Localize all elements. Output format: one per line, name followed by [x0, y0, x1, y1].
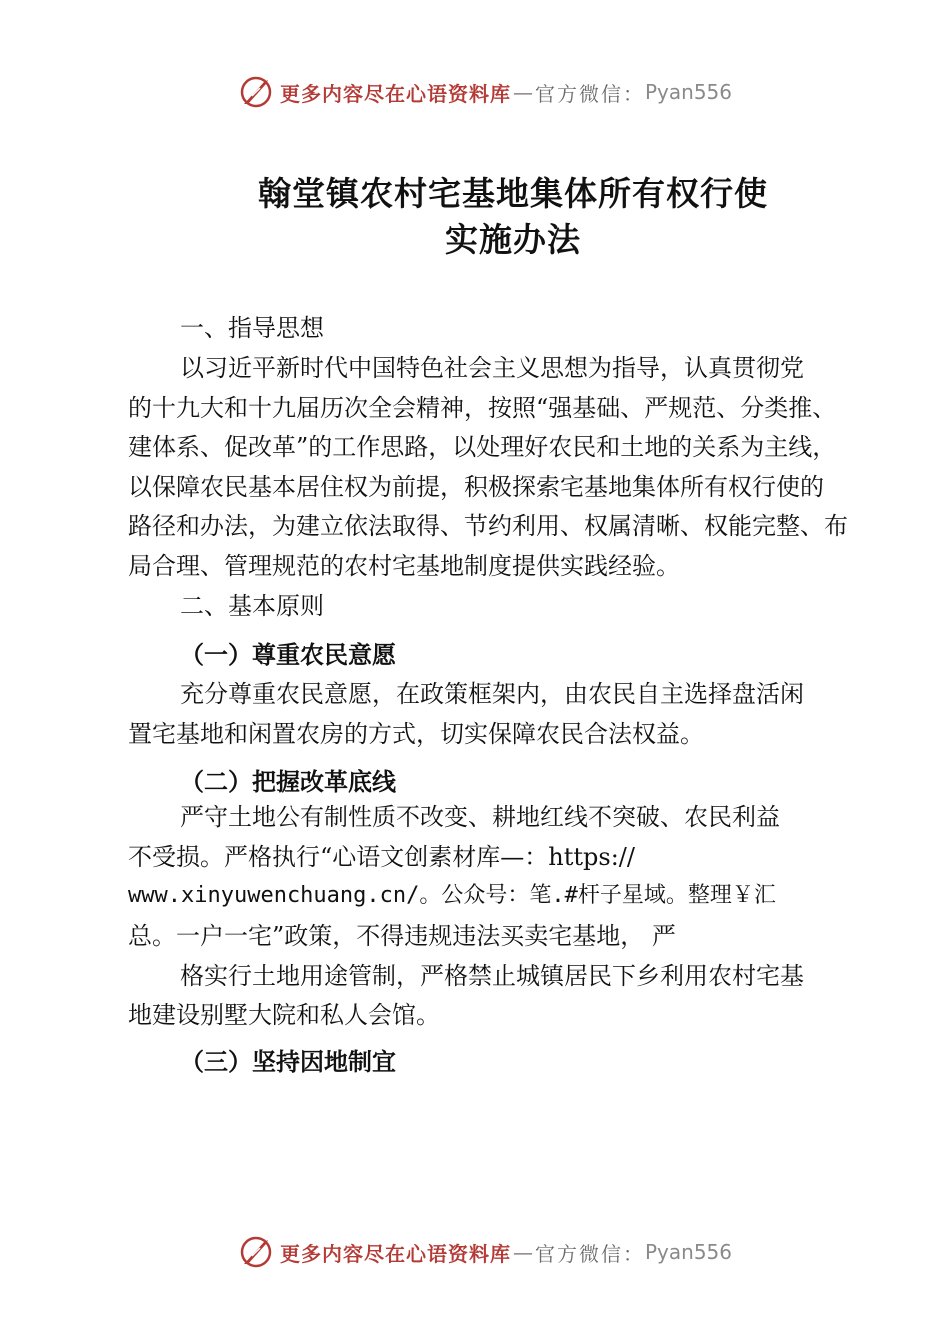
- watermark-banner-bottom: [238, 1232, 732, 1272]
- paragraph-line: 地建设别墅大院和私人会馆。: [128, 1001, 440, 1029]
- paragraph-line: 格实行土地用途管制，严格禁止城镇居民下乡利用农村宅基: [180, 962, 804, 990]
- paragraph-line: 严守土地公有制性质不改变、耕地红线不突破、农民利益: [180, 803, 780, 831]
- banner-wechat-id: Pyan556: [645, 80, 733, 104]
- paragraph-line: 总。一户一宅”政策，不得违规违法买卖宅基地， 严: [128, 922, 676, 950]
- banner-wechat-id: Pyan556: [645, 1240, 733, 1264]
- watermark-banner-top: [238, 72, 732, 112]
- quill-logo-icon: [238, 74, 274, 110]
- subheading-local-conditions: （三）坚持因地制宜: [180, 1048, 396, 1076]
- section-heading-guiding-ideology: 一、指导思想: [180, 314, 324, 342]
- paragraph-line: 路径和办法，为建立依法取得、节约利用、权属清晰、权能完整、布: [128, 512, 848, 540]
- document-title-line1: 翰堂镇农村宅基地集体所有权行使: [258, 174, 768, 213]
- banner-dash: —: [513, 80, 533, 104]
- paragraph-line: 不受损。严格执行“心语文创素材库—：https://: [128, 843, 635, 871]
- banner-dash: —: [513, 1240, 533, 1264]
- paragraph-line: 以习近平新时代中国特色社会主义思想为指导，认真贯彻党: [180, 354, 804, 382]
- paragraph-line: 局合理、管理规范的农村宅基地制度提供实践经验。: [128, 552, 680, 580]
- paragraph-line: 充分尊重农民意愿，在政策框架内，由农民自主选择盘活闲: [180, 680, 804, 708]
- document-title-line2: 实施办法: [445, 220, 581, 259]
- banner-brand-text: 更多内容尽在心语资料库: [280, 81, 511, 106]
- banner-wechat-label: 官方微信：: [535, 81, 645, 106]
- paragraph-line: 以保障农民基本居住权为前提，积极探索宅基地集体所有权行使的: [128, 473, 824, 501]
- paragraph-line: 建体系、促改革”的工作思路，以处理好农民和土地的关系为主线，: [128, 433, 837, 461]
- quill-logo-icon: [238, 1234, 274, 1270]
- paragraph-line: 的十九大和十九届历次全会精神，按照“强基础、严规范、分类推、: [128, 394, 837, 422]
- paragraph-line: 置宅基地和闲置农房的方式，切实保障农民合法权益。: [128, 720, 704, 748]
- banner-wechat-label: 官方微信：: [535, 1241, 645, 1266]
- banner-brand-text: 更多内容尽在心语资料库: [280, 1241, 511, 1266]
- section-heading-basic-principles: 二、基本原则: [180, 592, 324, 620]
- paragraph-line: www.xinyuwenchuang.cn/。公众号：笔.#杆子星域。整理￥汇: [128, 883, 776, 908]
- subheading-respect-farmers: （一）尊重农民意愿: [180, 641, 396, 669]
- subheading-reform-bottom-line: （二）把握改革底线: [180, 768, 396, 796]
